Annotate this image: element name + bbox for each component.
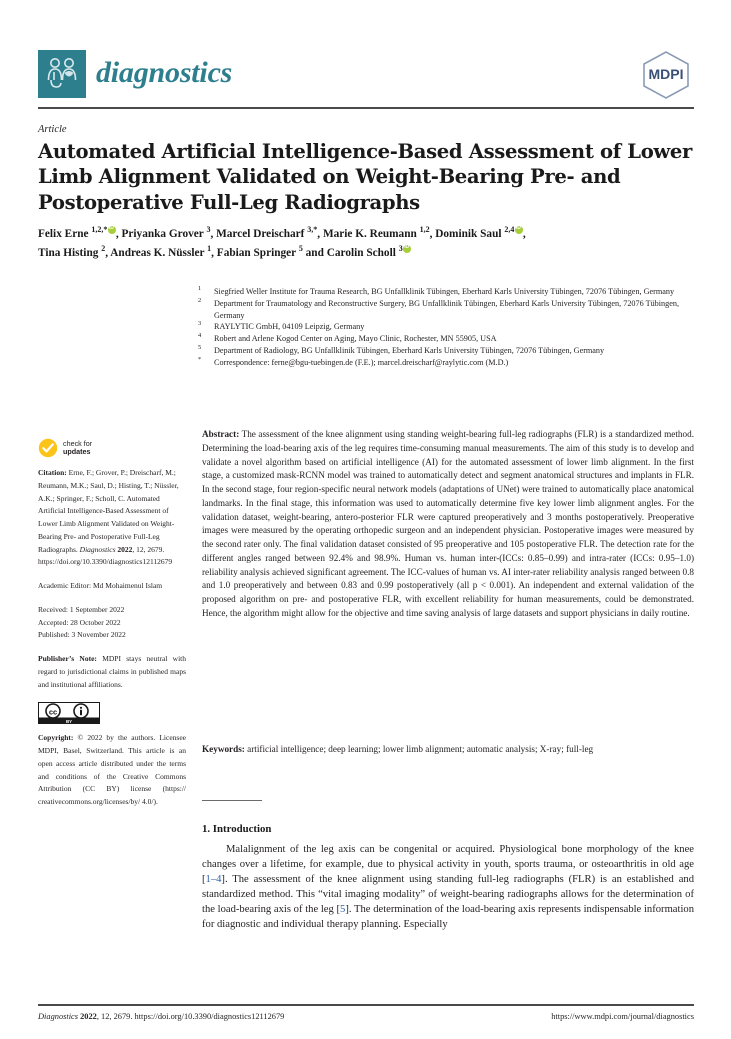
affiliation-text: Department for Traumatology and Reconstructive Surgery, BG Unfallklinik Tübingen, Eberhard Karls University Tübingen, 72076 Tübingen, Germany (214, 298, 680, 320)
affiliation-item: 3 RAYLYTIC GmbH, 04109 Leipzig, Germany (198, 321, 694, 333)
dates-block (38, 604, 186, 642)
citation-volume-page: , 12, 2679. (132, 544, 165, 554)
keywords-text: artificial intelligence; deep learning; lower limb alignment; automatic analysis; X-ray; full-leg (244, 744, 594, 754)
author-name: Marcel Dreischarf (216, 227, 305, 240)
article-type-label: Article (38, 124, 67, 135)
diagnostics-logo-icon (38, 50, 86, 98)
correspondence-item: * Correspondence: ferne@bgu-tuebingen.de (F.E.); marcel.dreischarf@raylytic.com (M.D.) (198, 357, 694, 369)
svg-text:BY: BY (65, 719, 73, 725)
check-for-updates-line1: check for (63, 438, 93, 448)
checkmark-icon (38, 438, 58, 458)
check-for-updates-badge[interactable] (38, 438, 186, 458)
academic-editor: Academic Editor: Md Mohaimenul Islam (38, 581, 163, 590)
citation-label: Citation: (38, 468, 67, 477)
citation-block (38, 467, 186, 569)
author-name: Felix Erne (38, 227, 89, 240)
abstract-text: The assessment of the knee alignment using standing weight-bearing full-leg radiographs (FLR) is a standardized method. Determining the load-bearing axis of the leg requires time-consuming manual measurements. The aim of this study is to develop and validate a novel algorithm based on artificial intelligence (AI) for the automated assessment of lower limb alignment. In the first stage, a customized mask-RCNN model was trained to automatically detect and segment anatomical structures and implants in FLR. In the second stage, four region-specific neural network models (adaptations of UNet) were trained to automatically place anatomical landmarks. In the final stage, this information was used to automatically determine five key lower limb alignment angles. For the validation dataset, weight-bearing, antero-posterior FLR were captured preoperatively and 3 months postoperatively. Preoperative images were measured by the operating orthopedic surgeon and an independent physician. Postoperative images were measured by the second rater only. The final validation dataset consisted of 95 preoperative and 105 postoperative FLR. The detection rate for the different angles ranged between 92.4% and 98.9%. Human vs. human inter-(ICCs: 0.85–0.99) and intra-rater (ICCs: 0.95–1.0) reliability analysis achieved significant agreement. The ICC-values of human vs. AI inter-rater reliability analysis ranged between 0.8 and 1.0 preoperatively and between 0.83 and 0.99 postoperatively (all p < 0.001). An independent and external validation of the proposed algorithm on pre- and postoperative FLR, with excellent reliability for human measurements, could be demonstrated. Hence, the algorithm might allow for the objective and time saving analysis of large datasets and support physicians in daily routine. (202, 429, 694, 618)
publishers-note-label: Publisher’s Note: (38, 654, 97, 663)
keywords-label: Keywords: (202, 744, 245, 754)
orcid-icon[interactable] (108, 226, 116, 234)
author-name: Priyanka Grover (121, 227, 204, 240)
citation-journal: Diagnostics (79, 544, 116, 554)
author-name: Marie K. Reumann (322, 227, 417, 240)
affiliation-text: Robert and Arlene Kogod Center on Aging, Mayo Clinic, Rochester, MN 55905, USA (214, 334, 497, 344)
footer-journal-url[interactable]: https://www.mdpi.com/journal/diagnostics (551, 1012, 694, 1021)
author-name: Dominik Saul (435, 227, 502, 240)
mdpi-logo-icon (638, 48, 694, 100)
author-name: Fabian Springer (216, 246, 296, 259)
published-date: Published: 3 November 2022 (38, 630, 126, 640)
affiliation-item: 2 Department for Traumatology and Reconstructive Surgery, BG Unfallklinik Tübingen, Eberhard Karls University Tübingen, 72076 Tübingen, Germany (198, 298, 694, 322)
introduction-heading: 1. Introduction (202, 823, 272, 835)
sidebar (38, 438, 186, 820)
introduction-body (202, 843, 694, 933)
footer-year: 2022 (80, 1012, 97, 1021)
keywords-section (202, 743, 694, 757)
check-for-updates-line2: updates (63, 447, 91, 456)
author-list: Felix Erne $^{1,2,*}$ iD , Priyanka Grover $^3$, Marcel Dreischarf $^{3,*}$, Marie K. Reumann $^{1,2}$, Dominik Saul $^{2,4}$ iD , Tina Histing $^2$, Andreas K. Nüssler $^1$, Fabian Springer $^5$ and Carolin Scholl $^3$iD (38, 224, 678, 262)
affiliation-list (198, 286, 694, 369)
affiliation-item: 5 Department of Radiology, BG Unfallklinik Tübingen, Eberhard Karls University Tübingen, 72076 Tübingen, Germany (198, 345, 694, 357)
section-divider (202, 800, 262, 801)
intro-paragraph-part2: ]. The assessment of the knee alignment using standing full-leg radiographs (FLR) is an established and standardized method. This “vital imaging modality” of weight-bearing radiographs allows for the determination of the load-bearing axis of the leg [ (202, 873, 694, 915)
author-name: Andreas K. Nüssler (110, 246, 205, 259)
page-title: Automated Artificial Intelligence-Based Assessment of Lower Limb Alignment Validated on Weight-Bearing Pre- and Postoperative Full-Leg Radiographs (38, 140, 693, 214)
copyright-block (38, 732, 186, 809)
intro-paragraph-part3: ]. The determination of the load-bearing axis represents indispensable information for diagnostic and individual therapy planning. Especially (202, 903, 694, 930)
footer-journal: Diagnostics (38, 1012, 79, 1021)
orcid-icon[interactable] (403, 245, 411, 253)
cc-by-license-icon[interactable] (38, 702, 100, 724)
abstract-section (202, 428, 694, 621)
header-divider (38, 107, 694, 109)
affiliation-text: RAYLYTIC GmbH, 04109 Leipzig, Germany (214, 322, 365, 332)
author-name: Tina Histing (38, 246, 99, 259)
author-name: Carolin Scholl (326, 246, 396, 259)
copyright-label: Copyright: (38, 733, 74, 743)
affiliation-text: Siegfried Weller Institute for Trauma Research, BG Unfallklinik Tübingen, Eberhard Karls University Tübingen, 72076 Tübingen, Germany (214, 287, 675, 296)
affiliation-item: 4 Robert and Arlene Kogod Center on Aging, Mayo Clinic, Rochester, MN 55905, USA (198, 333, 694, 345)
citation-year: 2022 (117, 544, 133, 554)
received-date: Received: 1 September 2022 (38, 604, 125, 614)
footer-citation (38, 1012, 284, 1021)
citation-text: Erne, F.; Grover, P.; Dreischarf, M.; Reumann, M.K.; Saul, D.; Histing, T.; Nüssler, A.K.; Springer, F.; Scholl, C. Automated Artificial Intelligence-Based Assessment of Lower Limb Alignment Validated on Weight-Bearing Pre- and Postoperative Full-Leg Radiographs. (38, 468, 179, 554)
footer-doi: , 12, 2679. https://doi.org/10.3390/diagnostics12112679 (96, 1012, 285, 1021)
affiliation-text: Department of Radiology, BG Unfallklinik Tübingen, Eberhard Karls University Tübingen, 72076 Tübingen, Germany (214, 346, 605, 356)
svg-text:MDPI: MDPI (648, 66, 684, 82)
intro-paragraph-part1: Malalignment of the leg axis can be congenital or acquired. Physiological bone morphology of the knee changes over a lifetime, for example, due to physical activity in youth, sports trauma, or osteoarthritis in old age [ (202, 844, 694, 885)
publishers-note (38, 653, 186, 691)
svg-text:cc: cc (48, 707, 58, 717)
copyright-text: © 2022 by the authors. Licensee MDPI, Basel, Switzerland. This article is an open access article distributed under the terms and conditions of the Creative Commons Attribution (CC BY) license (https:// creativecommons.org/licenses/by/ 4.0/). (38, 733, 186, 806)
accepted-date: Accepted: 28 October 2022 (38, 617, 121, 627)
page-footer (38, 1012, 694, 1021)
journal-title: diagnostics (96, 56, 233, 89)
journal-masthead (38, 48, 694, 104)
orcid-icon[interactable] (515, 226, 523, 234)
citation-ref-1-4[interactable]: 1–4 (205, 873, 222, 885)
footer-divider (38, 1004, 694, 1006)
abstract-label: Abstract: (202, 429, 240, 439)
publishers-note-text: MDPI stays neutral with regard to jurisdictional claims in published maps and institutional affiliations. (38, 654, 186, 689)
citation-doi-link[interactable]: https://doi.org/10.3390/diagnostics12112679 (38, 557, 173, 567)
citation-ref-5[interactable]: 5 (340, 903, 346, 915)
correspondence-text: Correspondence: ferne@bgu-tuebingen.de (F.E.); marcel.dreischarf@raylytic.com (M.D.) (214, 357, 509, 367)
affiliation-item: 1 Siegfried Weller Institute for Trauma Research, BG Unfallklinik Tübingen, Eberhard Karls University Tübingen, 72076 Tübingen, Germany (198, 286, 694, 298)
